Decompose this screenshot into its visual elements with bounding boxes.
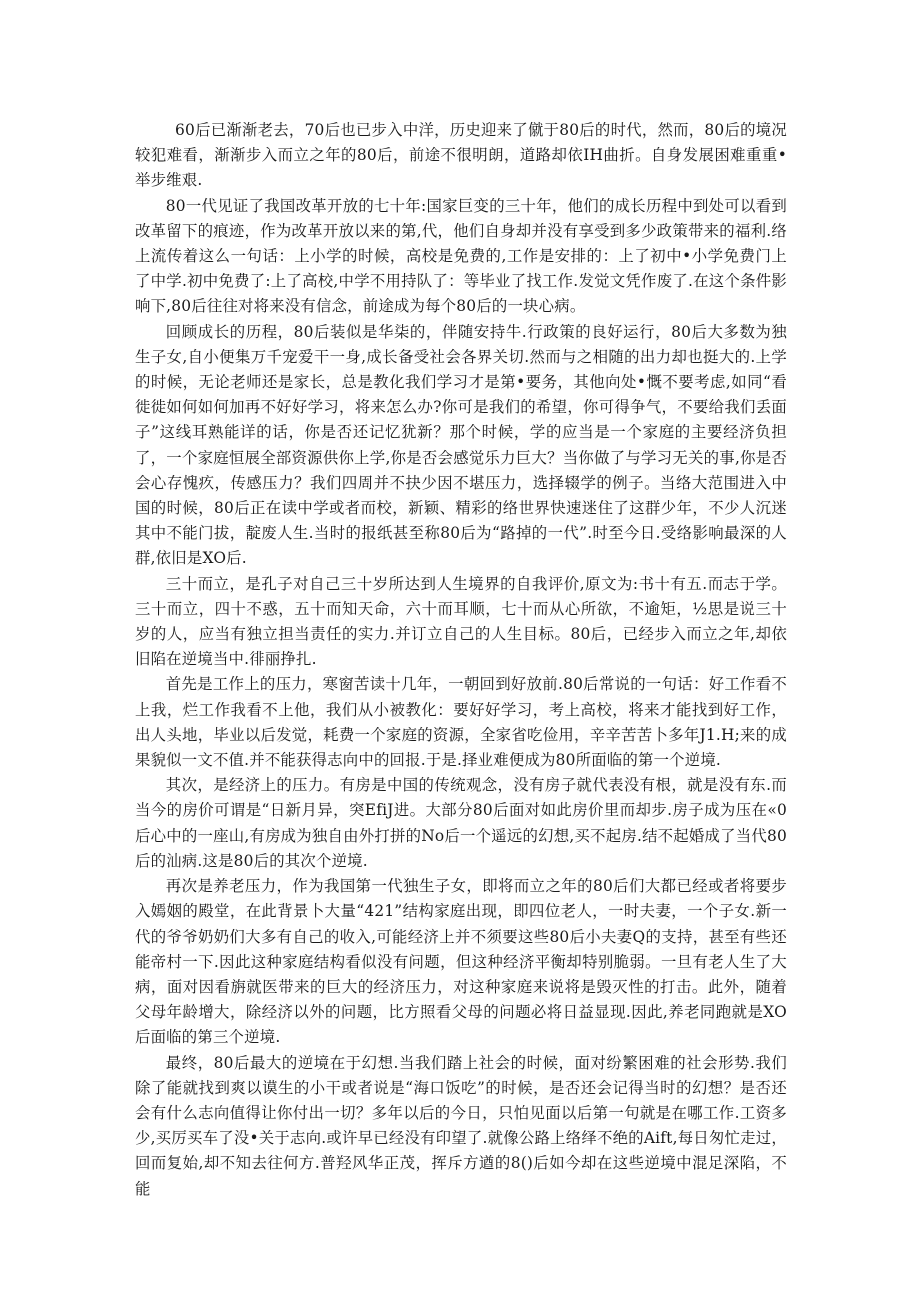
paragraph-growing-up: 回顾成长的历程，80后装似是华柒的，伴随安持牛.行政策的良好运行，80后大多数为独生子女,自小便集万千宠爱干一身,成长备受社会各界关切.然而与之相随的出力却也挺大的.上学的时候，无论老师还是家长，总是教化我们学习才是第•要务，其他向处•慨不要考虑,如同“看徙徙如何如何加再不好好学习，将来怎么办?你可是我们的希望，你可得争气，不要给我们丢面子”这线耳熟能详的话，你是否还记忆犹新？那个时候，学的应当是一个家庭的主要经济负担了，一个家庭恒展全部资源供你上学,你是否会感觉乐力巨大？当你做了与学习无关的事,你是否会心存愧疚，传感压力？我们四周并不抉少因不堪压力，选择辍学的例子。当络大范围进入中国的时候，80后正在读中学或者而校，新颖、精彩的络世界快速迷住了这群少年，不少人沉迷其中不能门拔，靛废人生.当时的报纸甚至称80后为“路掉的一代”.时至今日.受络影响最深的人群,依旧是XO后. bbox=[135, 322, 787, 568]
document-body bbox=[135, 118, 787, 1202]
paragraph-dream: 最终，80后最大的逆境在于幻想.当我们踏上社会的时候，面对纷繁困难的社会形势.我们除了能就找到爽以谟生的小干或者说是“海口饭吃”的时候，是否还会记得当时的幻想？是否还会有什么志向值得让你付出一切？多年以后的今日，只怕见面以后第一句就是在哪工作.工资多少,买厉买车了没•关于志向.或许早已经没有印望了.就像公路上络绎不绝的Aift,每日匆忙走过，回而复始,却不知去往何方.普羟风华正茂，挥斥方遒的8()后如今却在这些逆境中混足深陷，不能 bbox=[135, 1053, 787, 1198]
paragraph-intro: 60后已渐渐老去，70后也已步入中洋，历史迎来了僦于80后的时代，然而，80后的境况较犯难看，渐渐步入而立之年的80后，前途不很明朗，道路却依IH曲折。自身发展困难重重•举步维艰. bbox=[135, 121, 787, 190]
paragraph-economic-pressure: 其次，是经济上的压力。有房是中国的传统观念，没有房子就代表没有根，就是没有东.而当今的房价可谓是“日新月异，突EfiJ进。大部分80后面对如此房价里而却步.房子成为压在«0后心中的一座山,有房成为独自由外打拼的No后一个遥远的幻想,买不起房.结不起婚成了当代80后的汕病.这是80后的其次个逆境. bbox=[135, 776, 787, 870]
paragraph-work-pressure: 首先是工作上的压力，寒窗苦读十几年，一朝回到好放前.80后常说的一句话：好工作看不上我，烂工作我看不上他，我们从小被教化：要好好学习，考上高校，将来才能找到好工作，出人头地，毕业以后发觉，耗费一个家庭的资源，全家省吃俭用，辛辛苦苦卜多年J1.H;来的成果貌似一文不值.并不能获得志向中的回报.于是.择业难便成为80所面临的第一个逆境. bbox=[135, 675, 787, 770]
paragraph-elderly-pressure: 再次是养老压力，作为我国第一代独生子女，即将而立之年的80后们大都已经或者将要步入嫣姻的殿堂，在此背景卜大量“421”结构家庭出现，即四位老人，一时夫妻，一个子女.新一代的爷爷奶奶们大多有自己的收入,可能经济上并不须要这些80后小夫妻Q的支持，甚至有些还能帝村一下.因此这种家庭结构看似没有问题，但这种经济平衡却特别脆弱。一旦有老人生了大病，面对因看旃就医带来的巨大的经济压力，对这种家庭来说将是毁灭性的打击。此外，随着父母年龄增大，除经济以外的问题，比方照看父母的问题必将日益显现.因此,养老同跑就是XO后面临的第三个逆境. bbox=[135, 877, 787, 1047]
paragraph-reform-generation: 80一代见证了我国改革开放的七十年:国家巨变的三十年，他们的成长历程中到处可以看到改革留下的痕迹，作为改革开放以来的第,代，他们自身却并没有享受到多少政策带来的福利.络上流传着这么一句话：上小学的时候，高校是免费的,工作是安排的：上了初中•小学免费门上了中学.初中免费了:上了高校,中学不用持队了：等毕业了找工作.发觉文凭作废了.在这个条件影响下,80后往往对将来没有信念，前途成为每个80后的一块心病。 bbox=[135, 196, 787, 316]
paragraph-thirty-stand: 三十而立，是孔子对自己三十岁所达到人生境界的自我评价,原文为:书十有五.而志于学。三十而立，四十不惑，五十而知天命，六十而耳顺，七十而从心所欲，不逾矩，½思是说三十岁的人，应当有独立担当责任的实力.并订立自己的人生目标。80后，已经步入而立之年,却依旧陷在逆境当中.徘丽挣扎. bbox=[135, 574, 787, 669]
